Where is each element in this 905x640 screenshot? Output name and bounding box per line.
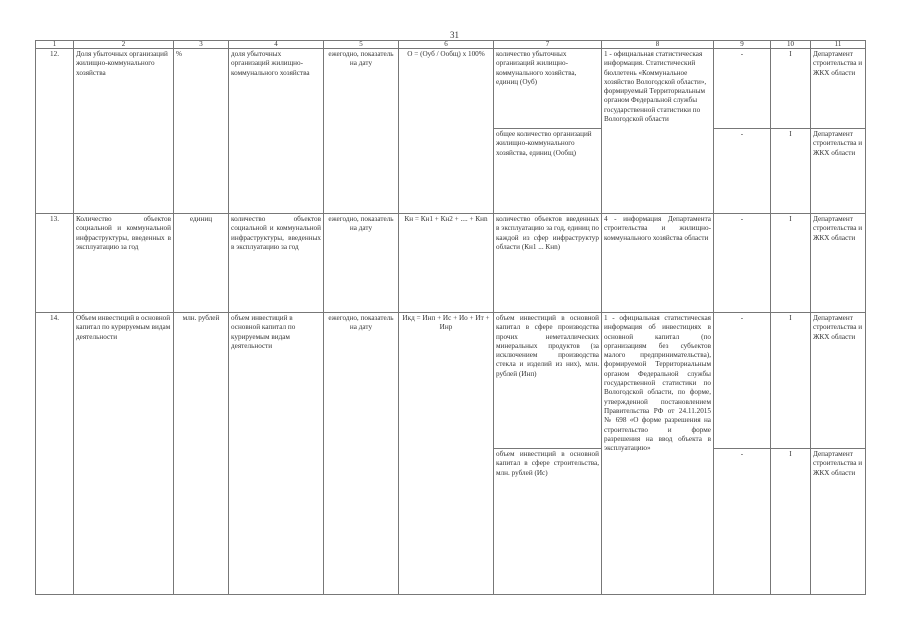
header-row [36, 41, 866, 49]
header-cell: 2 [74, 41, 174, 49]
variable-desc: количество убыточных организаций жилищно-коммунального хозяйства, единиц (Оуб) [494, 49, 602, 129]
variable-desc: общее количество организаций жилищно-коммунального хозяйства, единиц (Ообщ) [494, 129, 602, 214]
header-cell: 7 [494, 41, 602, 49]
indicator-name: Доля убыточных организаций жилищно-коммунального хозяйства [74, 49, 174, 214]
variable-desc: объем инвестиций в основной капитал в сфере строительства, млн. рублей (Ис) [494, 449, 602, 595]
indicator-frequency: ежегодно, показатель на дату [324, 214, 399, 313]
header-cell: 3 [174, 41, 229, 49]
data-source: 4 - информация Департамента строительства и жилищно-коммунального хозяйства области [602, 214, 714, 313]
col9-value: - [714, 129, 771, 214]
data-source: 1 - официальная статистическая информация об инвестициях в основной капитал (по организациям без субъектов малого предпринимательства), формируемой Территориальным органом Федеральной службы государственной статистики по Вологодской области, по форме, утвержденной постановлением Правительства РФ от 24.11.2015 № 698 «О форме разрешения на строительство и форме разрешения на ввод объекта в эксплуатацию» [602, 313, 714, 595]
table-row [36, 313, 866, 449]
col10-value: I [771, 49, 811, 129]
data-source: 1 - официальная статистическая информация. Статистический бюллетень «Коммунальное хозяйство Вологодской области», формируемый Территориальным органом Федеральной службы государственной статистики по Вологодской области [602, 49, 714, 214]
indicator-definition: количество объектов социальной и коммунальной инфраструктуры, введенных в эксплуатацию за год [229, 214, 324, 313]
header-cell: 9 [714, 41, 771, 49]
header-cell: 11 [811, 41, 866, 49]
variable-desc: объем инвестиций в основной капитал в сфере производства прочих неметаллических минеральных продуктов (за исключением производства стекла и изделий из них), млн. рублей (Инп) [494, 313, 602, 449]
indicator-formula: Икд = Инп + Ис + Ио + Ит + Инр [399, 313, 494, 595]
responsible-body: Департамент строительства и ЖКХ области [811, 449, 866, 595]
col9-value: - [714, 449, 771, 595]
indicator-definition: доля убыточных организаций жилищно-коммунального хозяйства [229, 49, 324, 214]
indicator-name: Объем инвестиций в основной капитал по курируемым видам деятельности [74, 313, 174, 595]
col10-value: I [771, 214, 811, 313]
col9-value: - [714, 214, 771, 313]
header-cell: 5 [324, 41, 399, 49]
row-number: 12. [36, 49, 74, 214]
indicator-formula: Кн = Кн1 + Кн2 + .... + Кнn [399, 214, 494, 313]
responsible-body: Департамент строительства и ЖКХ области [811, 49, 866, 129]
indicator-name: Количество объектов социальной и коммунальной инфраструктуры, введенных в эксплуатацию за год [74, 214, 174, 313]
col9-value: - [714, 313, 771, 449]
row-number: 13. [36, 214, 74, 313]
header-cell: 10 [771, 41, 811, 49]
col10-value: I [771, 313, 811, 449]
responsible-body: Департамент строительства и ЖКХ области [811, 214, 866, 313]
indicator-unit: млн. рублей [174, 313, 229, 595]
row-number: 14. [36, 313, 74, 595]
responsible-body: Департамент строительства и ЖКХ области [811, 313, 866, 449]
table-row [36, 49, 866, 129]
header-cell: 4 [229, 41, 324, 49]
indicator-definition: объем инвестиций в основной капитал по курируемым видам деятельности [229, 313, 324, 595]
header-cell: 6 [399, 41, 494, 49]
col9-value: - [714, 49, 771, 129]
indicator-formula: О = (Оуб / Ообщ) х 100% [399, 49, 494, 214]
variable-desc: количество объектов введенных в эксплуатацию за год, единиц по каждой из сфер инфраструктур области (Кн1 ... Кнn) [494, 214, 602, 313]
indicator-frequency: ежегодно, показатель на дату [324, 49, 399, 214]
col10-value: I [771, 449, 811, 595]
header-cell: 1 [36, 41, 74, 49]
col10-value: I [771, 129, 811, 214]
indicator-frequency: ежегодно, показатель на дату [324, 313, 399, 595]
indicator-unit: единиц [174, 214, 229, 313]
table-row [36, 214, 866, 313]
page-number: 31 [450, 30, 459, 40]
header-cell: 8 [602, 41, 714, 49]
responsible-body: Департамент строительства и ЖКХ области [811, 129, 866, 214]
indicators-table [35, 40, 866, 595]
indicator-unit: % [174, 49, 229, 214]
